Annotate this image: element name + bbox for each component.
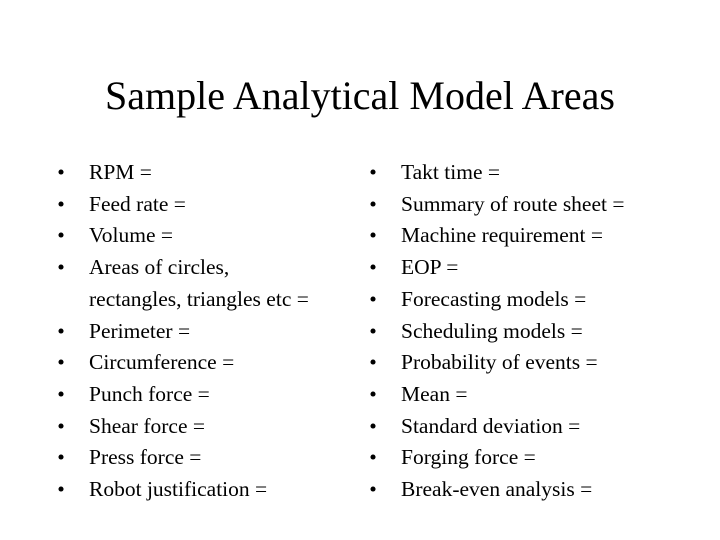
right-list-item	[366, 220, 686, 252]
left-list-item-text: Shear force =	[89, 413, 205, 438]
left-list-item	[54, 316, 354, 348]
right-bullet-list	[366, 157, 686, 506]
bullet-icon: •	[369, 381, 377, 406]
right-list-item	[366, 316, 686, 348]
right-list-item-text: Machine requirement =	[401, 223, 603, 248]
bullet-icon: •	[57, 191, 65, 216]
right-list-item-text: Forging force =	[401, 445, 536, 470]
right-list-item-text: Summary of route sheet =	[401, 191, 625, 216]
right-list-item	[366, 347, 686, 379]
left-bullet-list	[54, 157, 354, 506]
bullet-icon: •	[369, 445, 377, 470]
left-list-item-text: Robot justification =	[89, 477, 268, 502]
right-list-item-text: Takt time =	[401, 160, 500, 184]
right-list-item	[366, 157, 686, 189]
bullet-icon: •	[369, 191, 377, 216]
bullet-icon: •	[57, 477, 65, 502]
bullet-icon: •	[57, 350, 65, 375]
left-list-item	[54, 347, 354, 379]
left-list-item	[54, 189, 354, 221]
right-list-item	[366, 284, 686, 316]
bullet-icon: •	[57, 445, 65, 470]
left-list-item-text: Punch force =	[89, 381, 210, 406]
right-list-item-text: Probability of events =	[401, 350, 598, 375]
left-list-item	[54, 442, 354, 474]
bullet-icon: •	[57, 223, 65, 248]
left-list-item-text: Circumference =	[89, 350, 235, 375]
left-list-item-text: rectangles, triangles etc =	[89, 286, 309, 311]
left-list-item-text: Perimeter =	[89, 318, 191, 343]
bullet-icon: •	[369, 255, 377, 280]
right-list-item	[366, 474, 686, 506]
bullet-icon: •	[369, 286, 377, 311]
bullet-icon: •	[369, 160, 377, 184]
bullet-icon: •	[57, 255, 65, 280]
left-list-item	[54, 379, 354, 411]
right-list-item-text: Mean =	[401, 381, 468, 406]
bullet-icon: •	[369, 223, 377, 248]
right-list-item-text: Scheduling models =	[401, 318, 583, 343]
bullet-icon: •	[57, 160, 65, 184]
left-list-item-text: Areas of circles,	[89, 255, 230, 280]
bullet-icon: •	[57, 318, 65, 343]
right-list-item-text: EOP =	[401, 255, 459, 280]
left-list-item	[54, 474, 354, 506]
left-list-item-text: Volume =	[89, 223, 173, 248]
left-list-item	[54, 157, 354, 189]
left-list-item	[54, 220, 354, 252]
left-list-item-text: Press force =	[89, 445, 202, 470]
left-list-item	[54, 411, 354, 443]
bullet-icon: •	[57, 413, 65, 438]
left-list-item	[54, 252, 354, 315]
right-list-item	[366, 442, 686, 474]
bullet-icon: •	[369, 413, 377, 438]
bullet-icon: •	[57, 381, 65, 406]
bullet-icon: •	[369, 477, 377, 502]
right-list-item	[366, 411, 686, 443]
right-list-item-text: Standard deviation =	[401, 413, 581, 438]
slide-title: Sample Analytical Model Areas	[105, 73, 615, 118]
left-list-item-text: RPM =	[89, 160, 152, 184]
right-list-item-text: Break-even analysis =	[401, 477, 593, 502]
right-list-item	[366, 379, 686, 411]
right-list-item	[366, 252, 686, 284]
left-list-item-text: Feed rate =	[89, 191, 186, 216]
bullet-icon: •	[369, 318, 377, 343]
bullet-icon: •	[369, 350, 377, 375]
right-list-item-text: Forecasting models =	[401, 286, 587, 311]
right-list-item	[366, 189, 686, 221]
